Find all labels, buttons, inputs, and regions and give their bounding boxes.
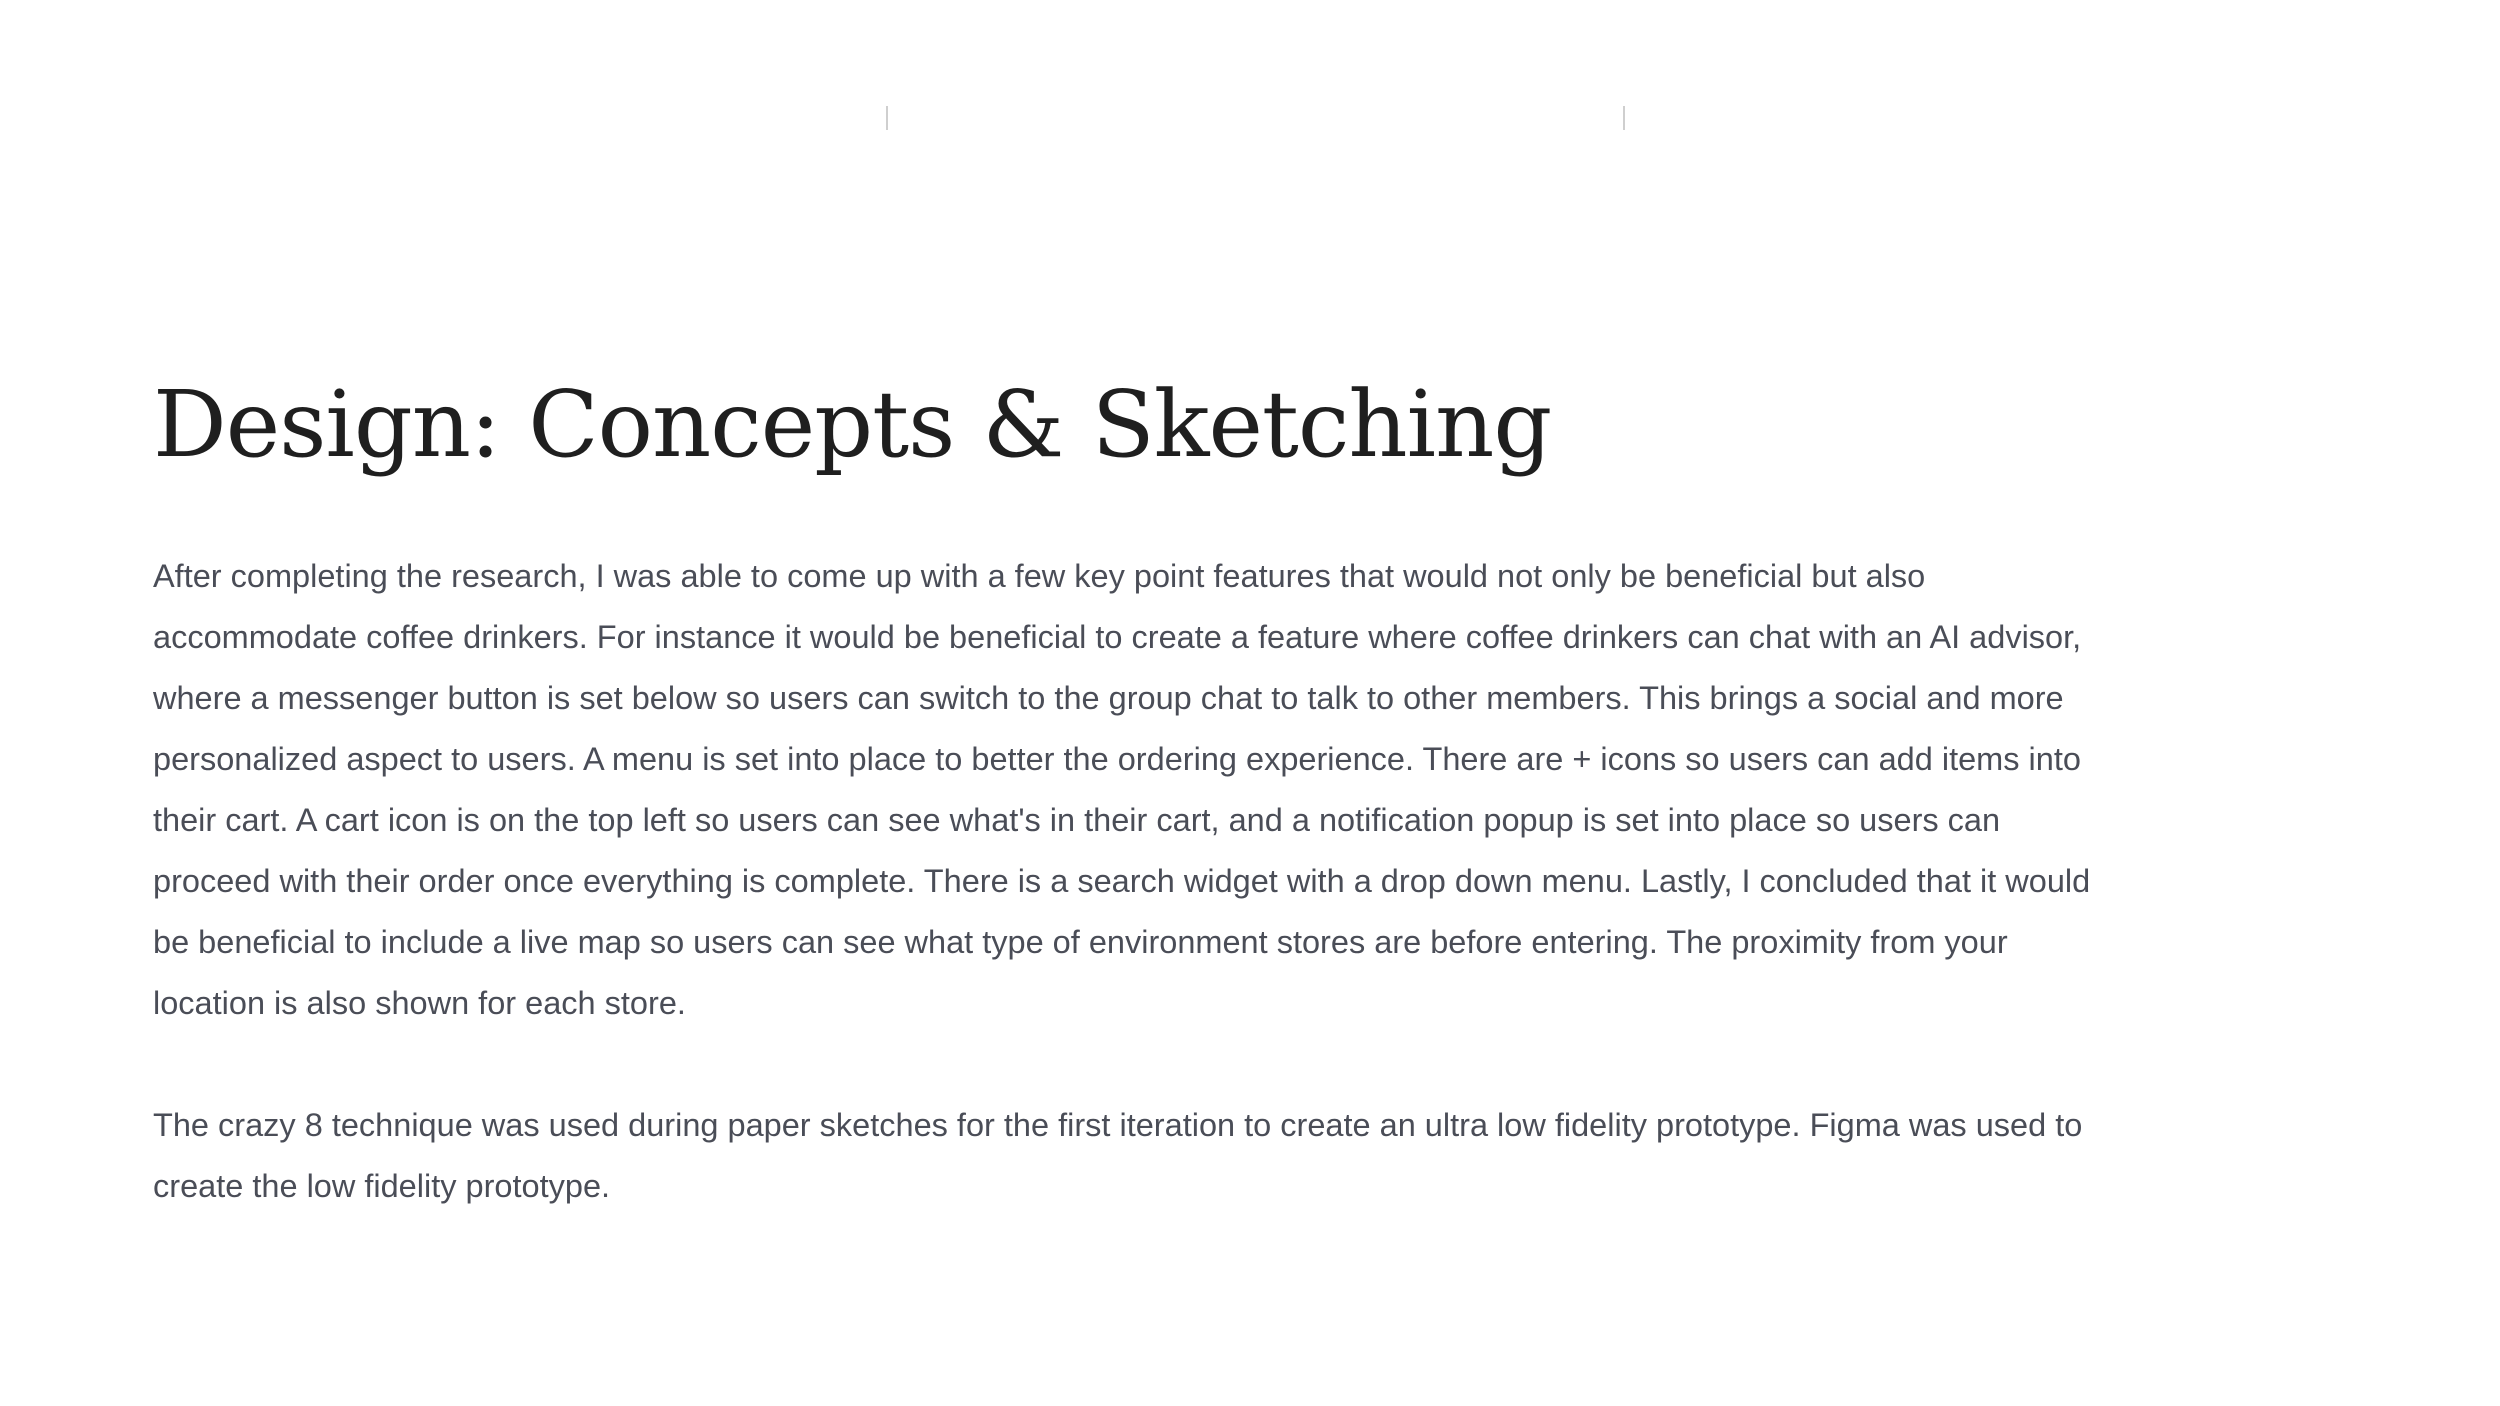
body-paragraph-crazy8: The crazy 8 technique was used during paper sketches for the first iteration to create an ultra low fidelity prototype. Figma was used to create the low fidelity prototype. [153,1107,2083,1204]
nav-divider-right [1623,106,1625,130]
body-paragraph-research: After completing the research, I was able to come up with a few key point features that would not only be beneficial but also accommodate coffee drinkers. For instance it would be beneficial to create a feature where coffee drinkers can chat with an AI advisor, where a messenger button is set below so users can switch to the group chat to talk to other members. This brings a social and more personalized aspect to users. A menu is set into place to better the ordering experience. There are + icons so users can add items into their cart. A cart icon is on the top left so users can see what's in their cart, and a notification popup is set into place so users can proceed with their order once everything is complete. There is a search widget with a drop down menu. Lastly, I concluded that it would be beneficial to include a live map so users can see what type of environment stores are before entering. The proximity from your location is also shown for each store. [153,558,2091,1021]
article-section [153,360,2093,1217]
nav-divider-left [886,106,888,130]
page-title: Design: Concepts & Sketching [153,371,1552,478]
